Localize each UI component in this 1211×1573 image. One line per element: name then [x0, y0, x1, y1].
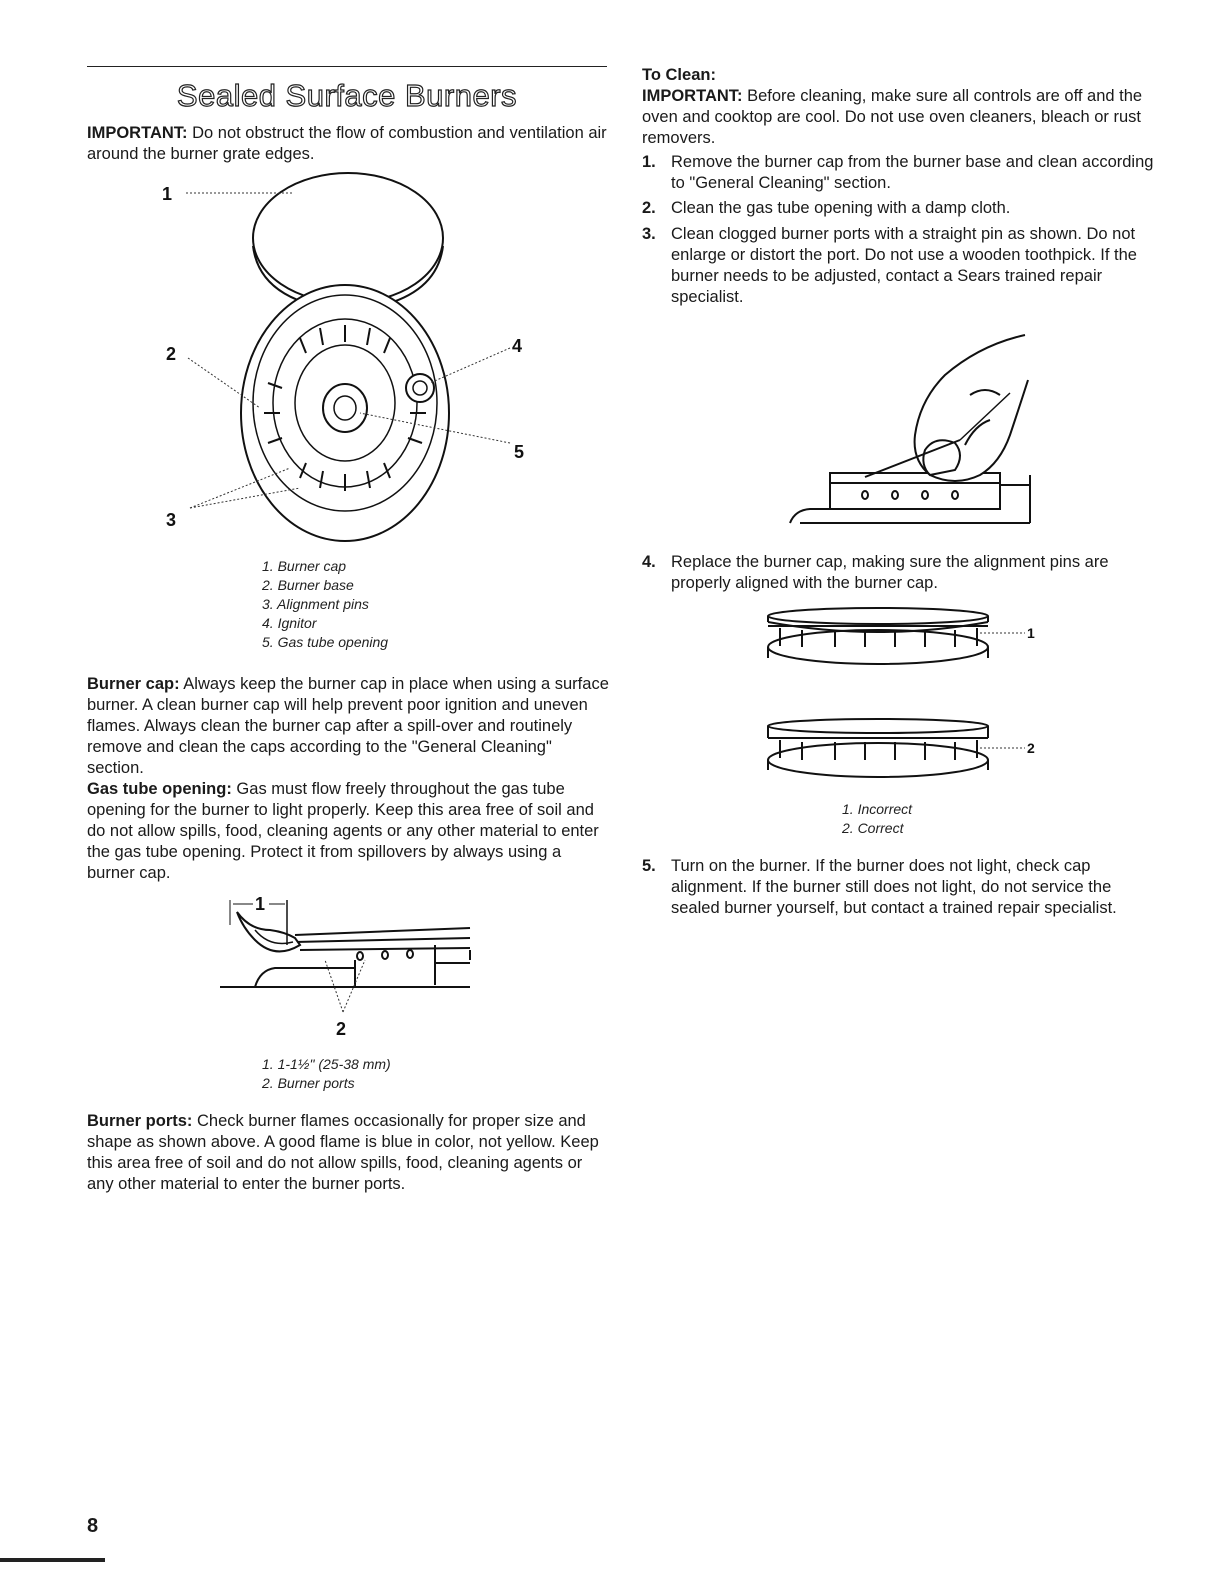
callout-5: 5: [514, 442, 525, 462]
burner-ports-label: Burner ports:: [87, 1112, 193, 1130]
burner-base-drawing: [241, 285, 449, 541]
step-5-text: Turn on the burner. If the burner does not light, check cap alignment. If the burner still does not light, do not service the sealed burner yourself, but contact a trained repair specialist.: [671, 857, 1117, 917]
cap-correct-drawing: [768, 719, 988, 777]
step-1-number: 1.: [642, 153, 656, 171]
page-title: Sealed Surface Burners: [176, 78, 518, 113]
figure4-captions: [842, 800, 912, 838]
step-4-number: 4.: [642, 553, 656, 571]
important-text-right: Before cleaning, make sure all controls are off and the oven and cooktop are cool. Do not use oven cleaners, bleach or rust removers.: [642, 87, 1143, 147]
flame-callout-1: 1: [255, 894, 266, 914]
caption-burner-cap: 1. Burner cap: [262, 558, 347, 574]
to-clean-heading: To Clean:: [642, 66, 716, 84]
flame-side-figure: [215, 890, 485, 1045]
alignment-callout-2: 2: [1027, 740, 1035, 756]
figure2-captions: [262, 1055, 391, 1093]
caption-burner-base: 2. Burner base: [262, 577, 354, 593]
figure1-captions: [262, 557, 388, 652]
caption-gas-tube-opening: 5. Gas tube opening: [262, 634, 389, 650]
callout-1: 1: [162, 184, 173, 204]
hand-drawing: [915, 335, 1028, 481]
callout-3: 3: [166, 510, 177, 530]
important-label-right: IMPORTANT:: [642, 87, 743, 105]
step-4: [642, 552, 1160, 594]
gas-tube-text: Gas must flow freely throughout the gas tube opening for the burner to light properly. Keep this area free of soil and do not allow spills, food, cleaning agents or any other material to enter the gas tube opening. Protect it from spillovers by always using a burner cap.: [87, 780, 599, 882]
important-note-left: [87, 123, 607, 165]
burner-cap-label: Burner cap:: [87, 675, 180, 693]
important-note-right: [642, 86, 1160, 149]
cap-incorrect-drawing: [768, 608, 988, 664]
caption-incorrect: 1. Incorrect: [842, 801, 913, 817]
gas-tube-paragraph: [87, 779, 612, 884]
important-text: Do not obstruct the flow of combustion and ventilation air around the burner grate edges.: [87, 124, 607, 163]
caption-burner-ports: 2. Burner ports: [262, 1075, 355, 1091]
step-1: [642, 152, 1160, 194]
caption-correct: 2. Correct: [842, 820, 904, 836]
alignment-callout-1: 1: [1027, 625, 1035, 641]
page-number: 8: [87, 1515, 99, 1537]
callout-4: 4: [512, 336, 523, 356]
burner-ports-text: Check burner flames occasionally for proper size and shape as shown above. A good flame is blue in color, not yellow. Keep this area free of soil and do not allow spills, food, cleaning agents or any other material to enter the burner ports.: [87, 1112, 599, 1193]
burner-cap-text: Always keep the burner cap in place when using a surface burner. A clean burner cap will help prevent poor ignition and uneven flames. Always clean the burner cap after a spill-over and routinely remove and clean the caps according to the "General Cleaning" section.: [87, 675, 609, 777]
burner-ports-paragraph: [87, 1111, 612, 1195]
callout-2: 2: [166, 344, 177, 364]
burner-exploded-figure: [150, 168, 570, 548]
cap-alignment-figure: [755, 600, 1055, 795]
step-4-text: Replace the burner cap, making sure the alignment pins are properly aligned with the burner cap.: [671, 553, 1109, 592]
important-label: IMPORTANT:: [87, 124, 188, 142]
flame-callout-2: 2: [336, 1019, 347, 1039]
step-3-number: 3.: [642, 225, 656, 243]
pin-cleaning-figure: [770, 325, 1040, 530]
step-3: [642, 224, 1160, 308]
step-5-number: 5.: [642, 857, 656, 875]
burner-cap-paragraph: [87, 674, 612, 779]
step-2-number: 2.: [642, 199, 656, 217]
caption-ignitor: 4. Ignitor: [262, 615, 317, 631]
step-2-text: Clean the gas tube opening with a damp cloth.: [671, 199, 1011, 217]
gas-tube-label: Gas tube opening:: [87, 780, 232, 798]
step-2: [642, 198, 1160, 219]
step-1-text: Remove the burner cap from the burner base and clean according to "General Cleaning" section.: [671, 153, 1154, 192]
title-rule: [87, 66, 607, 67]
caption-alignment-pins: 3. Alignment pins: [262, 596, 369, 612]
step-3-text: Clean clogged burner ports with a straight pin as shown. Do not enlarge or distort the port. Do not use a wooden toothpick. If the burner needs to be adjusted, contact a Sears trained repair specialist.: [671, 225, 1137, 306]
caption-flame-height: 1. 1-1½" (25-38 mm): [262, 1056, 391, 1072]
footer-bar: [0, 1558, 105, 1562]
step-5: [642, 856, 1160, 919]
